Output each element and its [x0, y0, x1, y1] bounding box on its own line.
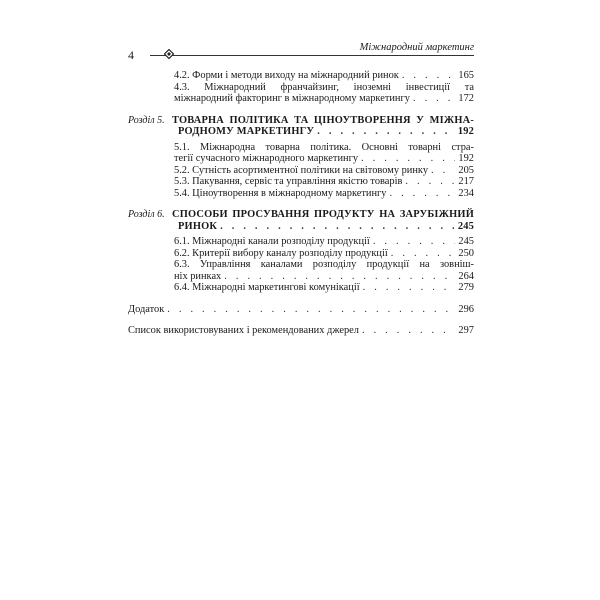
dot-leader: [402, 70, 456, 82]
toc-entry-text: 5.4. Ціноутворення в міжнародному маркетингу: [174, 187, 387, 199]
toc-page-ref: 217: [458, 176, 474, 187]
page-number: 4: [128, 48, 134, 62]
toc-page-ref: 296: [458, 303, 474, 315]
toc-entry-text-cont: тегії сучасного міжнародного маркетингу: [174, 153, 359, 164]
toc-entry-4-3[interactable]: [128, 82, 474, 105]
dot-leader: [373, 236, 456, 248]
dot-leader: [220, 221, 455, 233]
toc-entry-text: Додаток: [128, 303, 165, 315]
section-title[interactable]: [128, 209, 474, 232]
toc-entry-text: 6.1. Міжнародні канали розподілу продукції: [174, 236, 370, 247]
section-label: Розділ 6.: [128, 209, 165, 220]
dot-leader: [361, 153, 455, 165]
toc-entry-text-cont: ніх ринках: [174, 270, 222, 282]
toc-entry-references[interactable]: [128, 325, 474, 337]
toc-page-ref: 172: [458, 93, 474, 104]
toc-section-5: [128, 115, 474, 200]
section-entries: [128, 142, 474, 200]
toc-entry-text: 4.3. Міжнародний франчайзинг, іноземні інвестиції та: [174, 81, 474, 93]
toc-page-ref: 192: [457, 126, 474, 137]
header-rule: [150, 55, 474, 56]
toc-page-ref: 205: [458, 164, 474, 176]
dot-leader: [362, 325, 455, 337]
toc-entry-6-3[interactable]: [128, 259, 474, 282]
section-title[interactable]: [128, 115, 474, 138]
section-entries: [128, 236, 474, 294]
running-title: Міжнародний маркетинг: [357, 42, 474, 53]
toc-page-ref: 297: [458, 325, 474, 336]
toc-page-ref: 250: [458, 247, 474, 259]
toc-page-ref: 234: [458, 187, 474, 199]
toc-entry-6-4[interactable]: [128, 282, 474, 294]
toc-entry-appendix[interactable]: [128, 304, 474, 316]
toc-entry-text: 6.2. Критерії вибору каналу розподілу продукції: [174, 247, 388, 259]
toc-page-ref: 264: [458, 270, 474, 282]
toc-entry-4-2[interactable]: [128, 70, 474, 82]
dot-leader: [167, 304, 455, 316]
section-title-line: РИНОК: [178, 220, 218, 232]
toc-entry-6-2[interactable]: [128, 248, 474, 260]
dot-leader: [224, 271, 455, 283]
dot-leader: [317, 126, 455, 138]
toc-entry-text-cont: міжнародний факторинг в міжнародному маркетингу: [174, 93, 410, 104]
dot-leader: [391, 248, 456, 260]
section-title-line: ТОВАРНА ПОЛІТИКА ТА ЦІНОУТВОРЕННЯ У МІЖНА-: [172, 114, 474, 126]
dot-leader: [389, 188, 455, 200]
toc-entry-text: 5.1. Міжнародна товарна політика. Основні товарні стра-: [174, 141, 474, 153]
table-of-contents: [128, 70, 474, 337]
toc-entry-text: 6.4. Міжнародні маркетингові комунікації: [174, 282, 360, 293]
toc-entry-text: Список використовуваних і рекомендованих джерел: [128, 325, 359, 336]
toc-page-ref: 279: [458, 282, 474, 293]
toc-page-ref: 192: [458, 153, 474, 164]
toc-entry-5-2[interactable]: [128, 165, 474, 177]
toc-entry-5-1[interactable]: [128, 142, 474, 165]
page-header: [128, 44, 474, 68]
toc-entry-6-1[interactable]: [128, 236, 474, 248]
section-label: Розділ 5.: [128, 114, 165, 126]
toc-entry-text: 4.2. Форми і методи виходу на міжнародний ринок: [174, 70, 399, 81]
dot-leader: [413, 93, 455, 105]
toc-section-6: [128, 209, 474, 294]
dot-leader: [405, 176, 455, 188]
dot-leader: [431, 165, 455, 177]
toc-page-ref: 245: [457, 220, 474, 232]
toc-entry-5-3[interactable]: [128, 176, 474, 188]
toc-entry-text: 6.3. Управління каналами розподілу продукції на зовніш-: [174, 259, 474, 270]
dot-leader: [363, 282, 456, 294]
toc-entry-5-4[interactable]: [128, 188, 474, 200]
section-title-line: РОДНОМУ МАРКЕТИНГУ: [178, 126, 315, 137]
toc-page-ref: 245: [458, 236, 474, 247]
toc-entry-text: 5.3. Пакування, сервіс та управління якістю товарів: [174, 176, 403, 187]
toc-page-ref: 165: [458, 70, 474, 81]
diamond-ornament-icon: [164, 49, 174, 59]
section-title-line: СПОСОБИ ПРОСУВАННЯ ПРОДУКТУ НА ЗАРУБІЖНИЙ: [172, 209, 474, 220]
toc-entry-text: 5.2. Сутність асортиментної політики на світовому ринку: [174, 164, 429, 176]
